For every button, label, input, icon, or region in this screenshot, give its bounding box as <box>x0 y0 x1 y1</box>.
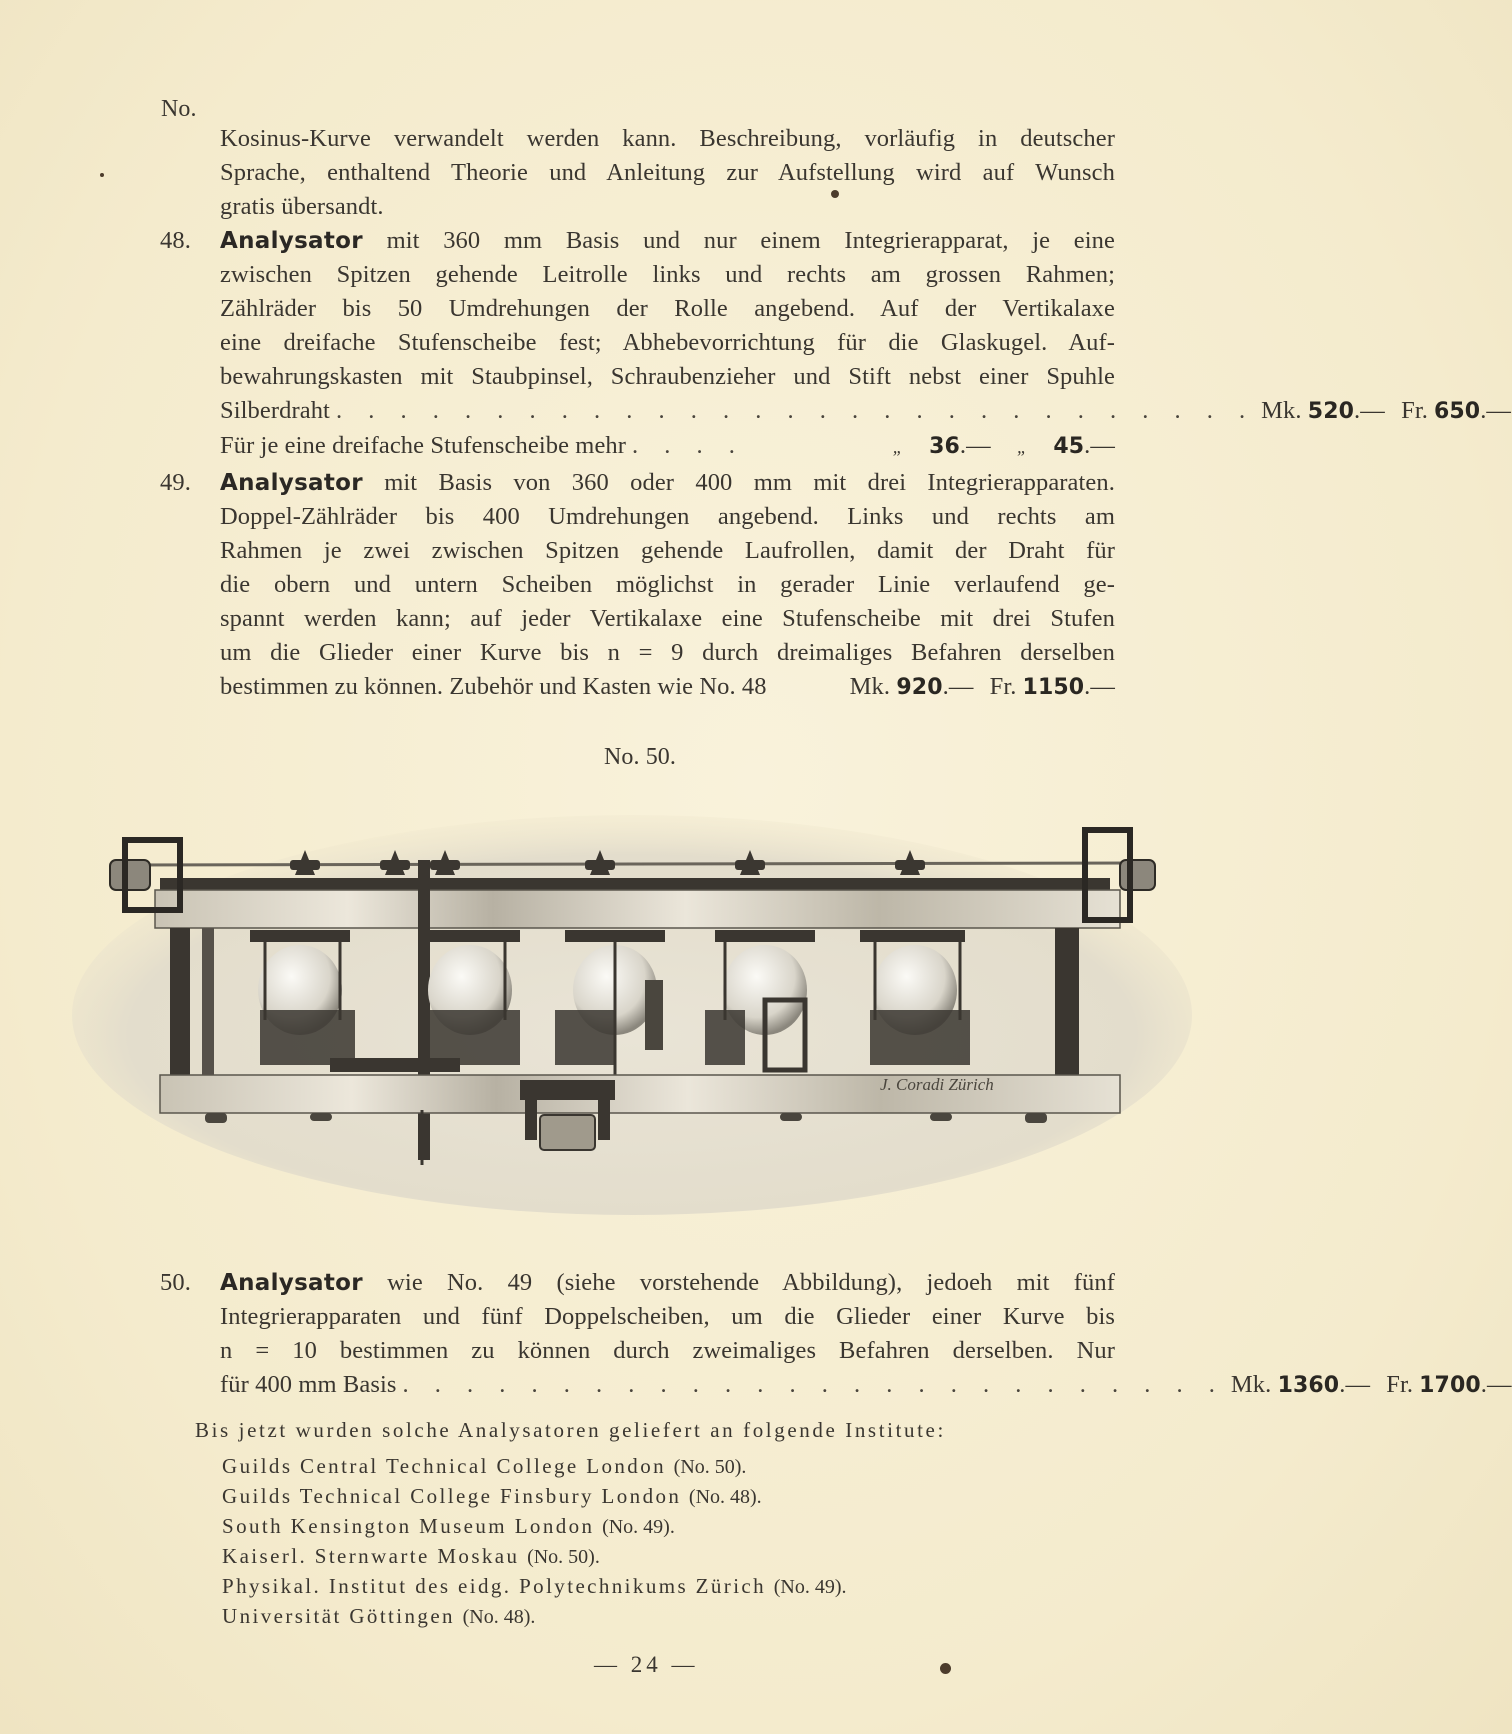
price-suffix: .— <box>959 432 991 459</box>
mk-label: Mk. <box>849 673 891 700</box>
entry-title: Analysator <box>220 228 363 254</box>
tracing-carriage <box>520 1080 615 1100</box>
institute-item <box>222 1452 846 1482</box>
price-mk: 1360 <box>1277 1373 1340 1398</box>
institute-name: Kaiserl. Sternwarte Moskau <box>222 1544 520 1568</box>
entry-number: 49. <box>160 469 191 496</box>
fr-label: Fr. <box>1401 397 1428 424</box>
institute-item <box>222 1542 846 1572</box>
figure-caption: No. 50. <box>603 744 677 770</box>
maker-signature: J. Coradi Zürich <box>880 1075 994 1094</box>
left-pulley <box>110 860 150 890</box>
institute-item <box>222 1602 846 1632</box>
lower-carriage <box>330 1058 460 1072</box>
tracing-roller <box>540 1115 595 1150</box>
institute-ref: (No. 50). <box>673 1456 747 1478</box>
text-line: um die Glieder einer Kurve bis n = 9 durch dreimaliges Befahren derselben <box>220 639 1115 666</box>
text-line <box>220 1266 1115 1300</box>
fr-label: Fr. <box>1386 1371 1414 1398</box>
ditto-mark: „ <box>1016 437 1028 457</box>
central-spindle <box>418 860 430 1160</box>
catalog-entry-49 <box>160 466 1115 705</box>
institute-ref: (No. 49). <box>773 1576 847 1598</box>
leader-dots: . . . . . . . . . . . . . . . . . . . . . . . . . . . . . <box>335 397 1256 424</box>
price-mk: 520 <box>1307 399 1355 424</box>
price-suffix: .— <box>1480 397 1512 424</box>
institute-item <box>222 1512 846 1542</box>
price-amounts <box>873 429 1115 464</box>
institutes-list <box>222 1452 846 1632</box>
text-line: Doppel-Zählräder bis 400 Umdrehungen angebend. Links und rechts am <box>220 503 1115 530</box>
paper-speck <box>940 1663 951 1674</box>
institute-item <box>222 1572 846 1602</box>
entry-number: 50. <box>160 1269 191 1296</box>
entry-text: mit 360 mm Basis und nur einem Integrierapparat, je eine <box>386 227 1115 254</box>
left-post-inner <box>202 928 214 1078</box>
price-suffix: .— <box>1354 397 1385 424</box>
institute-ref: (No. 48). <box>462 1606 536 1628</box>
price-amounts <box>1231 1368 1512 1403</box>
institute-name: Guilds Technical College Finsbury London <box>222 1484 682 1508</box>
price-fr: 1700 <box>1419 1373 1481 1398</box>
paper-speck <box>100 173 104 177</box>
entry-text: mit Basis von 360 oder 400 mm mit drei Integrierapparaten. <box>384 469 1115 496</box>
institute-ref: (No. 49). <box>602 1516 675 1538</box>
text-line: zwischen Spitzen gehende Leitrolle links und rechts am grossen Rahmen; <box>220 261 1115 288</box>
text-line <box>220 224 1115 258</box>
text-line: Kosinus-Kurve verwandelt werden kann. Beschreibung, vorläufig in deutscher <box>220 125 1115 152</box>
upper-frame-bar <box>155 890 1120 928</box>
institute-name: Guilds Central Technical College London <box>222 1454 666 1478</box>
price-amounts <box>1261 394 1511 429</box>
institute-name: South Kensington Museum London <box>222 1514 595 1538</box>
price-fr: 650 <box>1433 399 1481 424</box>
price-suffix: .— <box>942 673 974 700</box>
page-number: — 24 — <box>594 1652 699 1677</box>
number-column-heading: No. <box>161 96 197 122</box>
institute-name: Universität Göttingen <box>222 1604 455 1628</box>
text-line: Zählräder bis 50 Umdrehungen der Rolle angebend. Auf der Vertikalaxe <box>220 295 1115 322</box>
text-line: eine dreifache Stufenscheibe fest; Abhebevorrichtung für die Glaskugel. Auf- <box>220 329 1115 356</box>
text-line: gratis übersandt. <box>220 193 384 220</box>
entry-title: Analysator <box>220 470 363 496</box>
institutes-heading: Bis jetzt wurden solche Analysatoren geliefert an folgende Institute: <box>195 1418 946 1442</box>
institute-ref: (No. 50). <box>527 1546 600 1568</box>
catalog-entry-48 <box>160 224 1512 464</box>
ditto-mark: „ <box>892 437 903 457</box>
price-line <box>220 394 1512 429</box>
text-line: Sprache, enthaltend Theorie und Anleitung zur Aufstellung wird auf Wunsch <box>220 159 1115 186</box>
price-label: Silberdraht <box>220 397 330 424</box>
top-rail <box>160 878 1110 890</box>
text-line: n = 10 bestimmen zu können durch zweimaliges Befahren derselben. Nur <box>220 1337 1115 1364</box>
price-label: für 400 mm Basis <box>220 1371 397 1398</box>
text-line: Rahmen je zwei zwischen Spitzen gehende Laufrollen, damit der Draht für <box>220 537 1115 564</box>
analyser-engraving <box>100 820 1165 1190</box>
left-post <box>170 928 190 1078</box>
price-label: bestimmen zu können. Zubehör und Kasten wie No. 48 <box>220 673 767 700</box>
text-line: bewahrungskasten mit Staubpinsel, Schraubenzieher und Stift nebst einer Spuhle <box>220 363 1115 390</box>
price-suffix: .— <box>1084 432 1115 459</box>
price-amounts <box>850 670 1115 705</box>
institute-name: Physikal. Institut des eidg. Polytechnikums Zürich <box>222 1574 767 1598</box>
price-mk: 920 <box>896 675 943 700</box>
mk-label: Mk. <box>1261 397 1302 424</box>
text-line: die obern und untern Scheiben möglichst in gerader Linie verlaufend ge- <box>220 571 1115 598</box>
price-label: Für je eine dreifache Stufenscheibe mehr <box>220 432 627 459</box>
price-suffix: .— <box>1480 1371 1512 1398</box>
entry-text: wie No. 49 (siehe vorstehende Abbildung), jedoeh mit fünf <box>387 1269 1115 1296</box>
text-line: Integrierapparaten und fünf Doppelscheiben, um die Glieder einer Kurve bis <box>220 1303 1115 1330</box>
right-post <box>1055 928 1079 1078</box>
leader-dots: . . . . . . . . . . . . . . . . . . . . . . . . . . <box>402 1371 1225 1398</box>
integrator-unit <box>250 930 355 1065</box>
continuation-paragraph <box>160 122 1115 224</box>
price-suffix: .— <box>1339 1371 1371 1398</box>
entry-title: Analysator <box>220 1270 363 1296</box>
institute-item <box>222 1482 846 1512</box>
leader-dots: . . . . <box>632 432 745 459</box>
price-fr: 45 <box>1053 434 1085 459</box>
price-line <box>220 670 1115 705</box>
institute-ref: (No. 48). <box>688 1486 762 1508</box>
price-line <box>220 1368 1512 1403</box>
text-line: spannt werden kann; auf jeder Vertikalaxe eine Stufenscheibe mit drei Stufen <box>220 605 1115 632</box>
text-line <box>220 466 1115 500</box>
mk-label: Mk. <box>1230 1371 1272 1398</box>
wire <box>120 863 1140 865</box>
extra-price-line <box>220 429 1115 464</box>
price-suffix: .— <box>1084 673 1115 700</box>
price-fr: 1150 <box>1022 675 1085 700</box>
catalog-entry-50 <box>160 1266 1512 1403</box>
price-mk: 36 <box>929 434 960 459</box>
entry-number: 48. <box>160 227 191 254</box>
fr-label: Fr. <box>989 673 1017 700</box>
right-pulley <box>1120 860 1155 890</box>
